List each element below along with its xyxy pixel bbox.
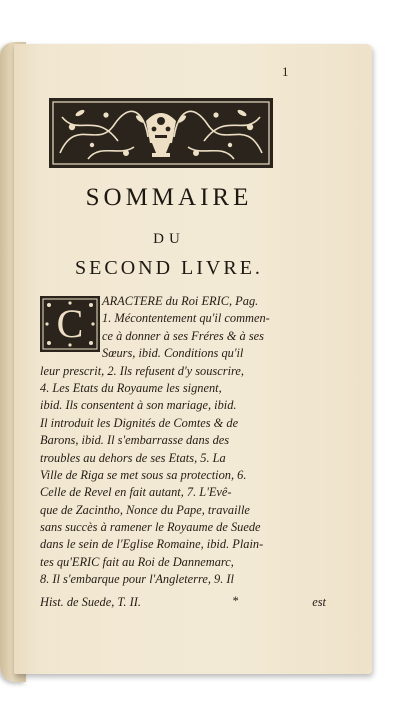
catchword: est	[312, 595, 326, 609]
summary-line: troubles au dehors de ses Etats, 5. La	[40, 450, 226, 465]
summary-line: ARACTERE du Roi ERIC, Pag.	[102, 294, 259, 308]
summary-line: tes qu'ERIC fait au Roi de Dannemarc,	[40, 554, 234, 569]
summary-line: sans succès à ramener le Royaume de Suede	[40, 520, 261, 535]
summary-line: Il introduit les Dignités de Comtes & de	[40, 415, 239, 430]
volume-label: Hist. de Suede, T. II.	[40, 595, 141, 609]
summary-line: Ville de Riga se met sous sa protection, 6.	[40, 467, 247, 482]
summary-line: Barons, ibid. Il s'embarrasse dans des	[40, 433, 230, 448]
summary-line: ibid. Ils consentent à son mariage, ibid.	[40, 398, 237, 413]
summary-line: que de Zacintho, Nonce du Pape, travaille	[40, 502, 250, 517]
summary-text	[40, 293, 326, 589]
summary-line: leur prescrit, 2. Ils refusent d'y souscrire,	[40, 363, 244, 378]
subtitle-du: DU	[153, 231, 185, 247]
ornamental-headpiece-icon	[48, 97, 274, 169]
summary-line: Sœurs, ibid. Conditions qu'il	[102, 346, 244, 361]
signature-mark: *	[232, 594, 239, 608]
initial-letter: C	[56, 301, 84, 346]
summary-line: Celle de Revel en fait autant, 7. L'Evê-	[40, 485, 232, 500]
page-footer	[40, 595, 326, 613]
summary-line: 8. Il s'embarque pour l'Angleterre, 9. Il	[40, 572, 234, 587]
summary-line: dans le sein de l'Eglise Romaine, ibid. Plain-	[40, 537, 264, 552]
summary-line: 4. Les Etats du Royaume les signent,	[40, 380, 222, 395]
book-page	[14, 44, 372, 674]
summary-line: ce à donner à ses Fréres & à ses	[102, 328, 264, 343]
book-subtitle: SECOND LIVRE.	[75, 257, 263, 279]
page-number: 1	[282, 64, 289, 79]
summary-line: 1. Mécontentement qu'il commen-	[102, 311, 270, 326]
page-title: SOMMAIRE	[85, 184, 253, 211]
